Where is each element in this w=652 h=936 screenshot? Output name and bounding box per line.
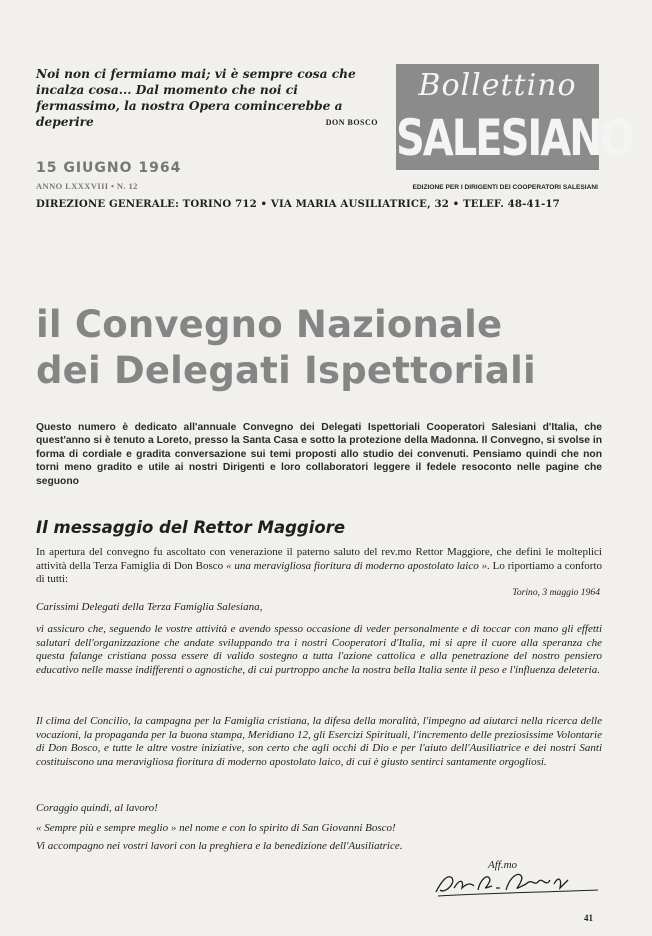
motto-quote: Noi non ci fermiamo mai; vi è sempre cosa che incalza cosa... Dal momento che noi ci fermassimo, la nostra Opera comincerebbe a deperire <box>36 67 356 129</box>
page-number: 41 <box>584 913 593 923</box>
letter-paragraph: vi assicuro che, seguendo le vostre attività e avendo spesso occasione di veder personalmente e di toccar con mano gli effetti salutari dell'organizzazione che andate sviluppando tra i nostri Cooperatori d'Italia, mi si apre il cuore alla speranza che questa falange cristiana possa essere di valido sostegno a tutta l'azione cattolica e alla penetrazione del nostro pensiero educativo nelle masse indifferenti o agnostiche, di cui purtroppo anche la nostra bella Italia sente il peso e l'influenza deleteria. <box>36 623 602 676</box>
article-headline <box>36 302 606 394</box>
letter-valediction: Aff.mo <box>488 859 518 871</box>
handwritten-signature <box>430 866 602 900</box>
letter-date: Torino, 3 maggio 1964 <box>512 587 600 598</box>
article-intro: Questo numero è dedicato all'annuale Convegno dei Delegati Ispettoriali Cooperatori Salesiani d'Italia, che quest'anno si è tenuto a Loreto, presso la Santa Casa e sotto la protezione della Madonna. Il Convegno, si svolse in forma di cordiale e gradita conversazione sui temi proposti allo studio dei convenuti. Pensiamo quindi che non torni meno gradito e utile ai nostri Dirigenti e loro collaboratori leggere il fedele resoconto nelle pagine che seguono <box>36 422 602 487</box>
motto-author: DON BOSCO <box>325 118 378 127</box>
section-intro-start: In apertura del convegno fu ascoltato con venerazione il paterno saluto del rev.mo Rettor Maggiore, che definì le molteplici attività della Terza Famiglia di Don Bosco <box>36 546 602 572</box>
issue-volume: ANNO LXXXVIII • N. 12 <box>36 181 138 191</box>
issue-date: 15 GIUGNO 1964 <box>36 160 182 176</box>
section-intro <box>36 546 602 587</box>
letter-paragraph: Vi accompagno nei vostri lavori con la preghiera e la benedizione dell'Ausiliatrice. <box>36 840 403 852</box>
section-title: Il messaggio del Rettor Maggiore <box>36 518 346 537</box>
section-intro-quote: « una meravigliosa fioritura di moderno apostolato laico ». <box>226 559 490 572</box>
headline-line-1: il Convegno Nazionale <box>36 303 503 346</box>
masthead-logo <box>396 64 633 170</box>
headline-line-2: dei Delegati Ispettoriali <box>36 349 536 392</box>
letter-salutation: Carissimi Delegati della Terza Famiglia Salesiana, <box>36 601 263 613</box>
edition-note: EDIZIONE PER I DIRIGENTI DEI COOPERATORI SALESIANI <box>412 184 598 191</box>
section-intro-end: Lo riportiamo a conforto di tutti: <box>36 559 602 585</box>
masthead-script-title: Bollettino <box>418 68 577 103</box>
letter-paragraph: « Sempre più e sempre meglio » nel nome e con lo spirito di San Giovanni Bosco! <box>36 822 396 834</box>
letter-paragraph: Coraggio quindi, al lavoro! <box>36 802 158 814</box>
masthead-main-title: SALESIANO <box>396 110 633 168</box>
publisher-address: DIREZIONE GENERALE: TORINO 712 • VIA MARIA AUSILIATRICE, 32 • TELEF. 48-41-17 <box>36 198 560 210</box>
letter-paragraph: Il clima del Concilio, la campagna per la Famiglia cristiana, la difesa della moralità, l'impegno ad aiutarci nella ricerca delle vocazioni, la propaganda per la buona stampa, Meridiano 12, gli Esercizi Spirituali, l'incremento delle preziosissime Volontarie di Don Bosco, e tutte le altre vostre iniziative, son certo che agli occhi di Dio e per l'aiuto dell'Ausiliatrice e dei nostri Santi costituiscono una meravigliosa fioritura di moderno apostolato laico, di cui è giusto sentirci santamente orgogliosi. <box>36 715 602 768</box>
